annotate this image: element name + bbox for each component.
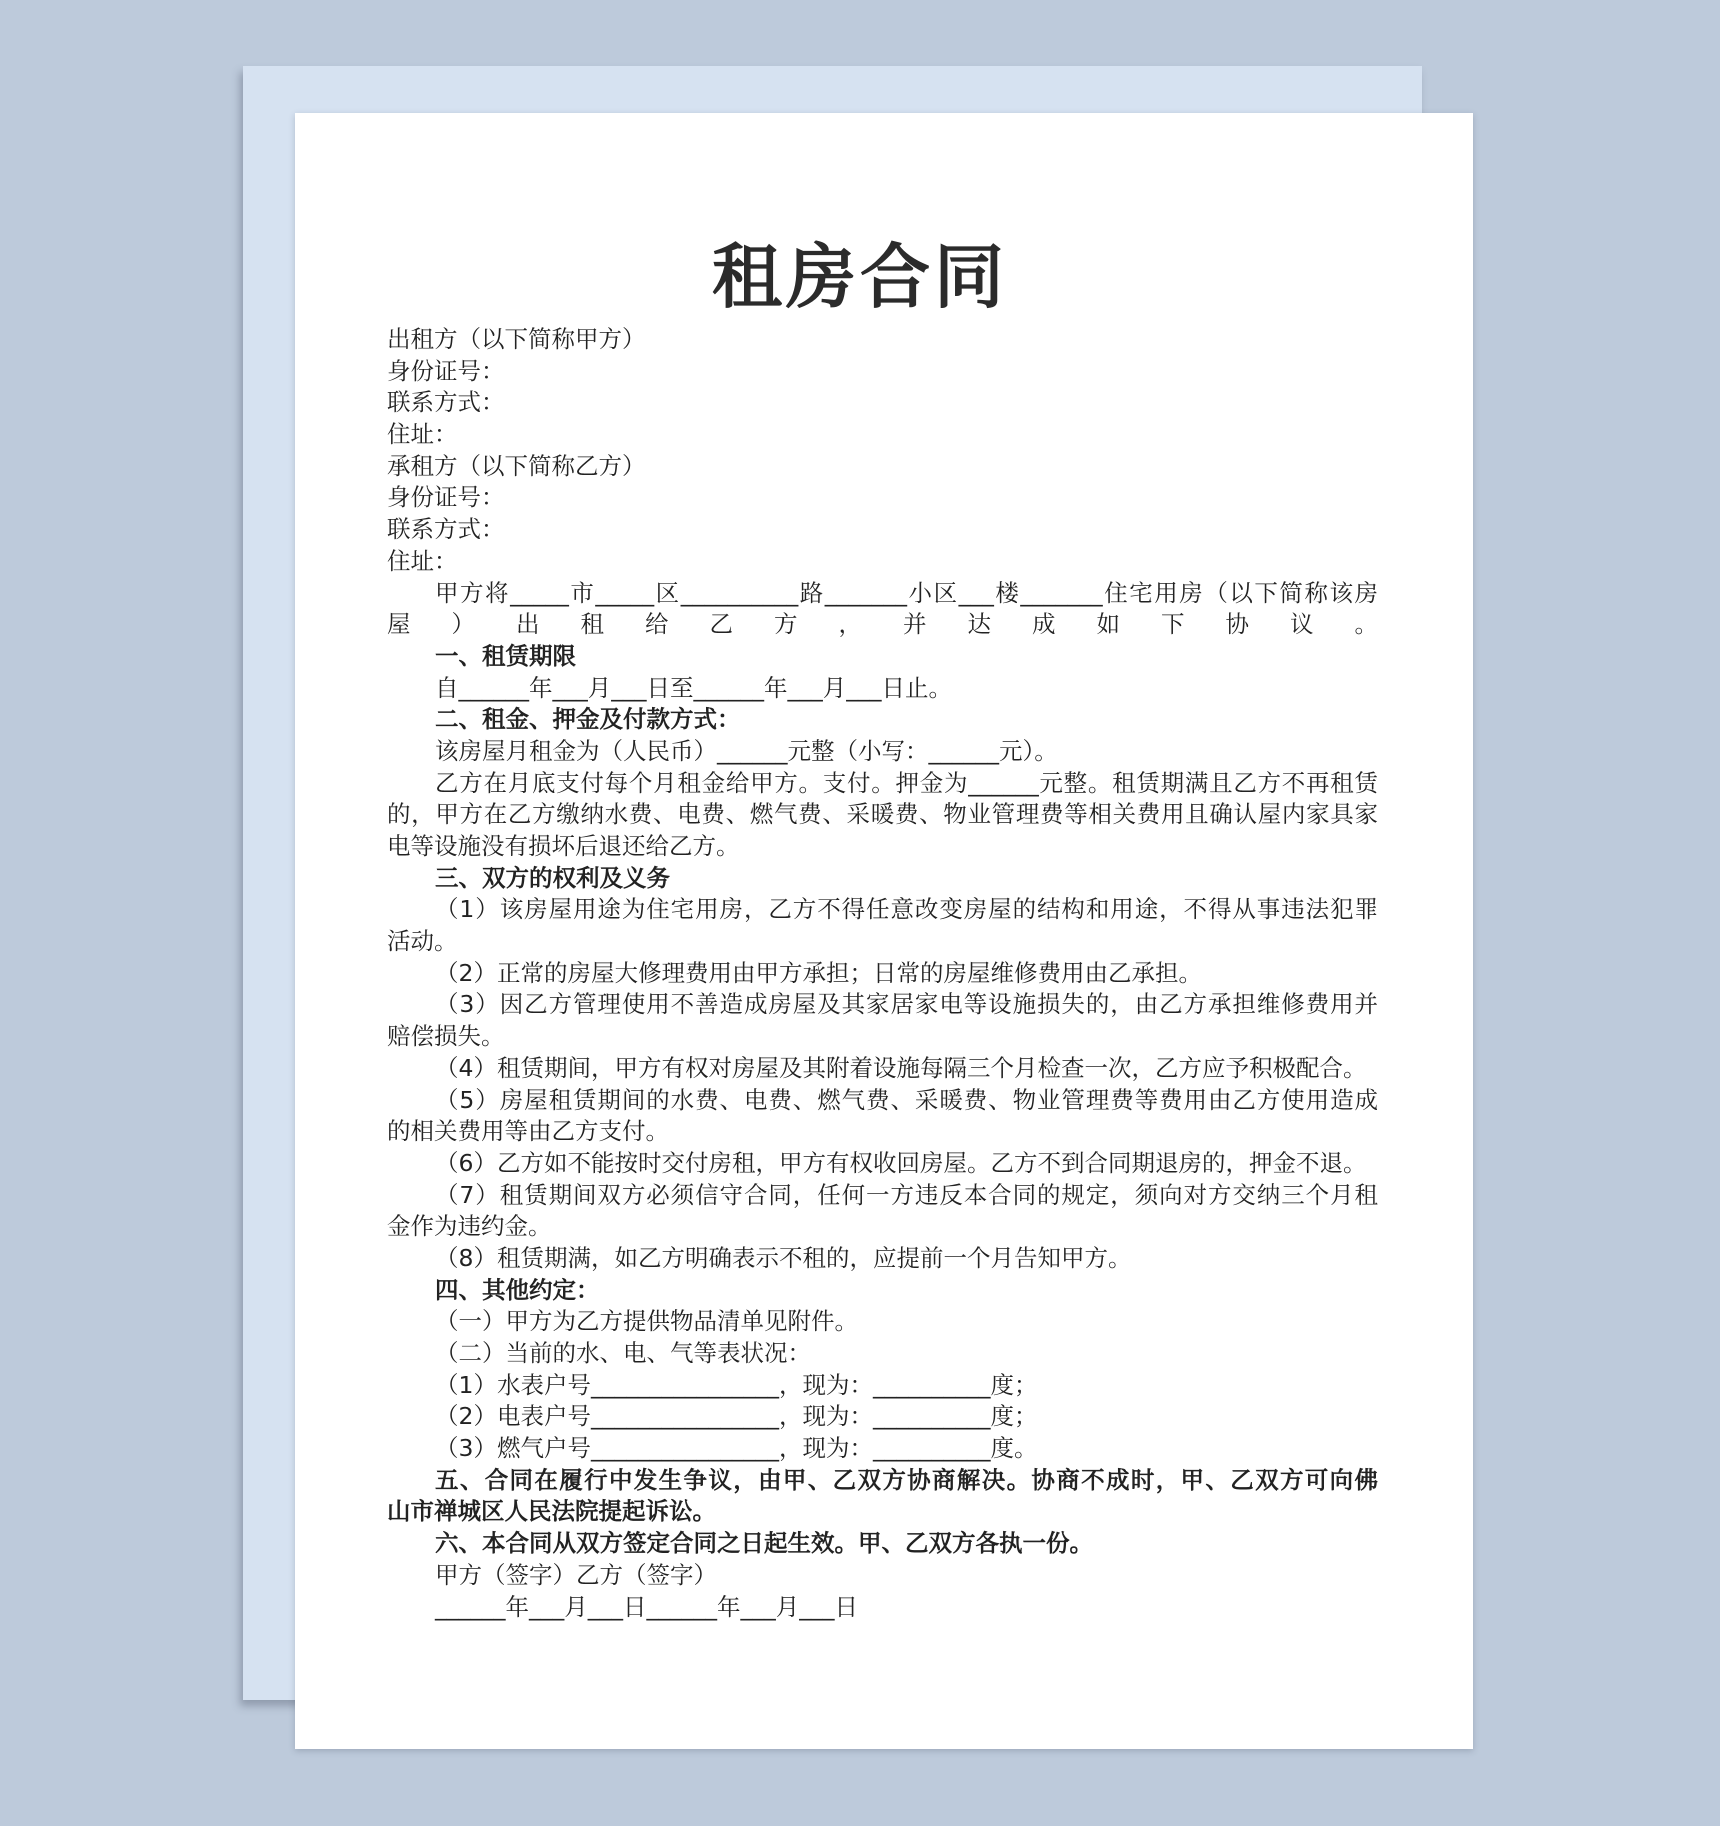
document-line: （5）房屋租赁期间的水费、电费、燃气费、采暖费、物业管理费等费用由乙方使用造成 [435, 1085, 1378, 1114]
document-line: 四、其他约定： [435, 1275, 600, 1304]
document-title: 租房合同 [712, 236, 1008, 318]
document-line: 身份证号： [387, 356, 505, 385]
document-line: （一）甲方为乙方提供物品清单见附件。 [435, 1307, 858, 1336]
document-line: 住址： [387, 420, 458, 449]
document-line: （二）当前的水、电、气等表状况： [435, 1339, 811, 1367]
document-line: （3）因乙方管理使用不善造成房屋及其家居家电等设施损失的，由乙方承担维修费用并 [435, 990, 1378, 1019]
document-line: 联系方式： [387, 388, 505, 417]
document-line: 甲方（签字）乙方（签字） [435, 1560, 717, 1589]
document-line: 联系方式： [387, 515, 505, 544]
document-line: （2）正常的房屋大修理费用由甲方承担；日常的房屋维修费用由乙承担。 [435, 958, 1202, 987]
document-line: （1）水表户号________________，现为：__________度； [435, 1370, 1038, 1399]
document-line: 活动。 [387, 927, 458, 956]
document-line: 金作为违约金。 [387, 1212, 552, 1241]
document-body [387, 324, 1378, 1623]
document-line: 赔偿损失。 [387, 1022, 505, 1051]
document-line: ______年___月___日______年___月___日 [435, 1592, 858, 1621]
document-line: 二、租金、押金及付款方式： [435, 705, 741, 734]
document-line: 乙方在月底支付每个月租金给甲方。支付。押金为______元整。租赁期满且乙方不再租赁 [435, 768, 1378, 797]
document-line: 的，甲方在乙方缴纳水费、电费、燃气费、采暖费、物业管理费等相关费用且确认屋内家具家 [387, 800, 1378, 829]
document-line: 身份证号： [387, 483, 505, 512]
document-line: 电等设施没有损坏后退还给乙方。 [387, 832, 740, 860]
document-line: 自______年___月___日至______年___月___日止。 [435, 673, 952, 702]
document-line: （4）租赁期间，甲方有权对房屋及其附着设施每隔三个月检查一次，乙方应予积极配合。 [435, 1053, 1367, 1082]
document-line: （7）租赁期间双方必须信守合同，任何一方违反本合同的规定，须向对方交纳三个月租 [435, 1180, 1378, 1209]
document-line: 的相关费用等由乙方支付。 [387, 1117, 669, 1146]
document-line: 六、本合同从双方签定合同之日起生效。甲、乙双方各执一份。 [435, 1529, 1093, 1558]
document-line: （6）乙方如不能按时交付房租，甲方有权收回房屋。乙方不到合同期退房的，押金不退。 [435, 1148, 1367, 1177]
document-line: 一、租赁期限 [435, 641, 576, 670]
document-line: 承租方（以下简称乙方） [387, 451, 646, 480]
document-line: 该房屋月租金为（人民币）______元整（小写：______元）。 [435, 736, 1058, 765]
document-line: 出租方（以下简称甲方） [387, 325, 646, 353]
document-line: （1）该房屋用途为住宅用房，乙方不得任意改变房屋的结构和用途，不得从事违法犯罪 [435, 895, 1378, 924]
document-line: （2）电表户号________________，现为：__________度； [435, 1402, 1038, 1431]
document-line: 住址： [387, 546, 458, 575]
document-line: （8）租赁期满，如乙方明确表示不租的，应提前一个月告知甲方。 [435, 1243, 1132, 1272]
document-line: 五、合同在履行中发生争议，由甲、乙双方协商解决。协商不成时，甲、乙双方可向佛 [435, 1465, 1378, 1494]
document-line: 屋）出租给乙方，并达成如下协议。 [387, 610, 1378, 639]
document-line: 三、双方的权利及义务 [435, 863, 670, 892]
document-line: 甲方将_____市_____区__________路_______小区___楼_______住宅用房（以下简称该房 [435, 578, 1378, 607]
document-line: （3）燃气户号________________，现为：__________度。 [435, 1434, 1038, 1463]
document-line: 山市禅城区人民法院提起诉讼。 [387, 1497, 716, 1526]
